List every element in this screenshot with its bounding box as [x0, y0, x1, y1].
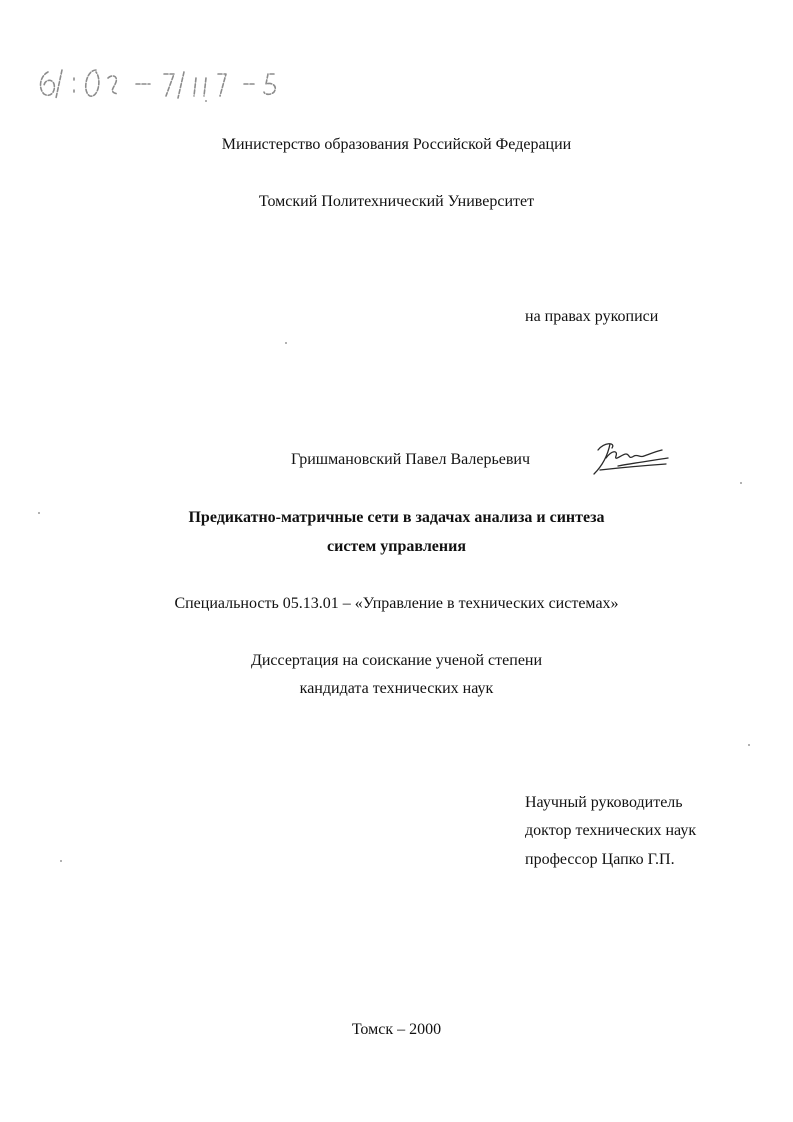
scan-speck	[285, 342, 287, 344]
supervisor-role: Научный руководитель	[525, 794, 683, 811]
author-signature	[588, 436, 670, 480]
degree-line-1: Диссертация на соискание ученой степени	[250, 652, 543, 669]
manuscript-note: на правах рукописи	[525, 308, 659, 325]
handwritten-catalog-mark	[34, 58, 394, 108]
scan-speck	[38, 512, 40, 514]
university-heading: Томский Политехнический Университет	[258, 193, 535, 210]
scan-speck	[740, 482, 742, 484]
dissertation-title-line-2: систем управления	[327, 538, 466, 555]
supervisor-name: профессор Цапко Г.П.	[525, 851, 675, 868]
scan-speck	[60, 860, 62, 862]
author-name: Гришмановский Павел Валерьевич	[291, 451, 531, 468]
dissertation-title-line-1: Предикатно-матричные сети в задачах анализа и синтеза	[188, 509, 605, 526]
scan-speck	[748, 744, 750, 746]
scan-speck	[205, 100, 207, 102]
degree-line-2: кандидата технических наук	[299, 680, 494, 697]
supervisor-degree: доктор технических наук	[525, 822, 697, 839]
city-year: Томск – 2000	[351, 1021, 442, 1038]
specialty-line: Специальность 05.13.01 – «Управление в технических системах»	[174, 595, 619, 612]
ministry-heading: Министерство образования Российской Федерации	[221, 136, 572, 153]
